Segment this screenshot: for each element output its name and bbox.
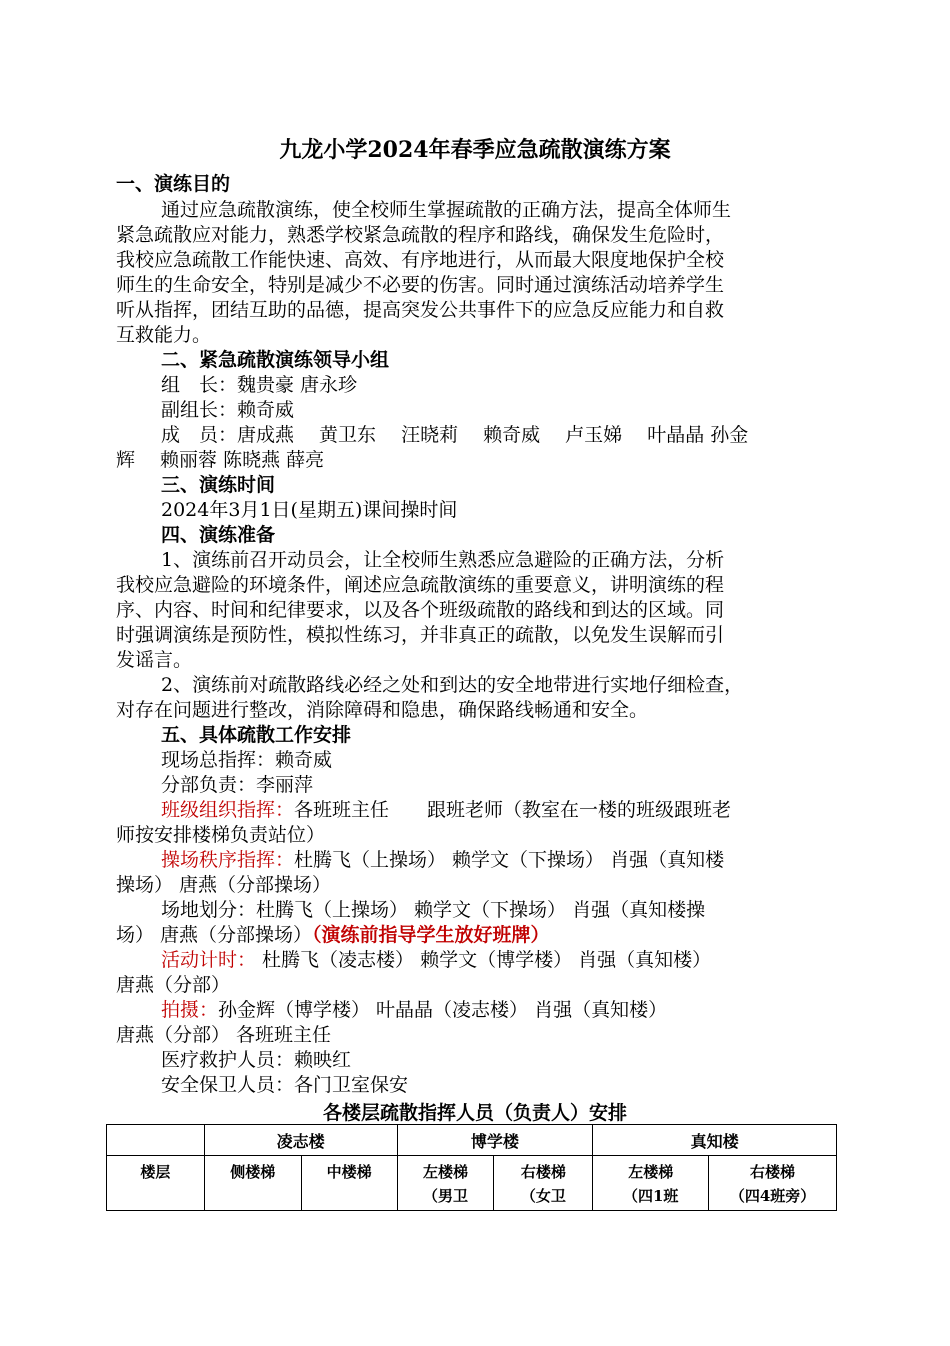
section-heading: 四、演练准备 [161,524,276,546]
chief-commander: 现场总指挥：赖奇威 [161,749,333,771]
paragraph-line: 1、演练前召开动员会，让全校师生熟悉应急避险的正确方法，分析 [161,549,725,571]
table-row [107,1125,837,1156]
role-label: 班级组织指挥： [161,799,295,821]
stair-cell: 中楼梯 [301,1156,397,1211]
note-highlight: （演练前指导学生放好班牌） [312,924,550,946]
role-detail: 各班班主任 跟班老师（教室在一楼的班级跟班老 [294,799,732,821]
members-line: 成 员：唐成燕 黄卫东 汪晓莉 赖奇威 卢玉娣 叶晶晶 孙金 [161,424,749,446]
paragraph-line: 发谣言。 [116,649,193,671]
stair-cell: 左楼梯 （四1班 [593,1156,709,1211]
paragraph-line: 师生的生命安全，特别是减少不必要的伤害。同时通过演练活动培养学生 [116,274,725,296]
paragraph-line: 唐燕（分部） 各班班主任 [116,1024,332,1046]
building-header: 博学楼 [397,1125,593,1156]
paragraph-line: 紧急疏散应对能力，熟悉学校紧急疏散的程序和路线，确保发生危险时， [116,224,725,246]
paragraph-line: 我校应急疏散工作能快速、高效、有序地进行，从而最大限度地保护全校 [116,249,725,271]
role-label: 活动计时： [161,949,257,971]
building-header: 真知楼 [593,1125,837,1156]
stair-cell: 右楼梯 （四4班旁） [709,1156,837,1211]
role-detail: 场） 唐燕（分部操场） [116,924,313,946]
evacuation-table [106,1124,837,1211]
row-label-cell: 楼层 [107,1156,205,1211]
paragraph-line: 操场） 唐燕（分部操场） [116,874,332,896]
paragraph-line: 师按安排楼梯负责站位） [116,824,326,846]
section-heading: 一、演练目的 [116,173,231,195]
paragraph-line: 2、演练前对疏散路线必经之处和到达的安全地带进行实地仔细检查， [161,674,744,696]
photo-line [161,998,836,1023]
field-order-line [161,848,836,873]
stair-cell: 侧楼梯 [204,1156,301,1211]
paragraph-line: 对存在问题进行整改，消除障碍和隐患，确保路线畅通和安全。 [116,699,649,721]
branch-lead: 分部负责：李丽萍 [161,774,314,796]
section-heading: 三、演练时间 [161,474,276,496]
section-heading: 二、紧急疏散演练领导小组 [161,349,390,371]
field-division-line [116,923,836,948]
drill-time: 2024年3月1日(星期五)课间操时间 [161,499,458,521]
timing-line [161,948,836,973]
table-title: 各楼层疏散指挥人员（负责人）安排 [322,1102,627,1124]
section-heading: 五、具体疏散工作安排 [161,724,352,746]
stair-cell: 左楼梯 （男卫 [397,1156,494,1211]
role-detail: 孙金辉（博学楼） 叶晶晶（凌志楼） 肖强（真知楼） [218,999,668,1021]
paragraph-line: 时强调演练是预防性，模拟性练习，并非真正的疏散，以免发生误解而引 [116,624,725,646]
paragraph-line: 唐燕（分部） [116,974,231,996]
paragraph-line: 互救能力。 [116,324,212,346]
class-command-line [161,798,836,823]
members-line: 辉 赖丽蓉 陈晓燕 薛亮 [116,449,325,471]
role-label: 操场秩序指挥： [161,849,295,871]
field-division-line: 场地划分：杜腾飞（上操场） 赖学文（下操场） 肖强（真知楼操 [161,899,706,921]
medical-staff: 医疗救护人员：赖映红 [161,1049,352,1071]
stair-cell: 右楼梯 （女卫 [494,1156,593,1211]
paragraph-line: 听从指挥，团结互助的品德，提高突发公共事件下的应急反应能力和自救 [116,299,725,321]
role-detail: 杜腾飞（凌志楼） 赖学文（博学楼） 肖强（真知楼） [256,949,712,971]
paragraph-line: 我校应急避险的环境条件，阐述应急疏散演练的重要意义，讲明演练的程 [116,574,725,596]
role-detail: 杜腾飞（上操场） 赖学文（下操场） 肖强（真知楼 [294,849,725,871]
role-label: 拍摄： [161,999,219,1021]
document-title: 九龙小学2024年春季应急疏散演练方案 [279,137,671,163]
paragraph-line: 序、内容、时间和纪律要求，以及各个班级疏散的路线和到达的区域。同 [116,599,725,621]
table-row [107,1156,837,1211]
deputy-leader-line: 副组长：赖奇威 [161,399,295,421]
leader-line: 组 长：魏贵豪 唐永珍 [161,374,358,396]
security-staff: 安全保卫人员：各门卫室保安 [161,1074,409,1096]
paragraph-line: 通过应急疏散演练，使全校师生掌握疏散的正确方法，提高全体师生 [161,199,732,221]
building-header: 凌志楼 [204,1125,397,1156]
table-cell [107,1125,205,1156]
